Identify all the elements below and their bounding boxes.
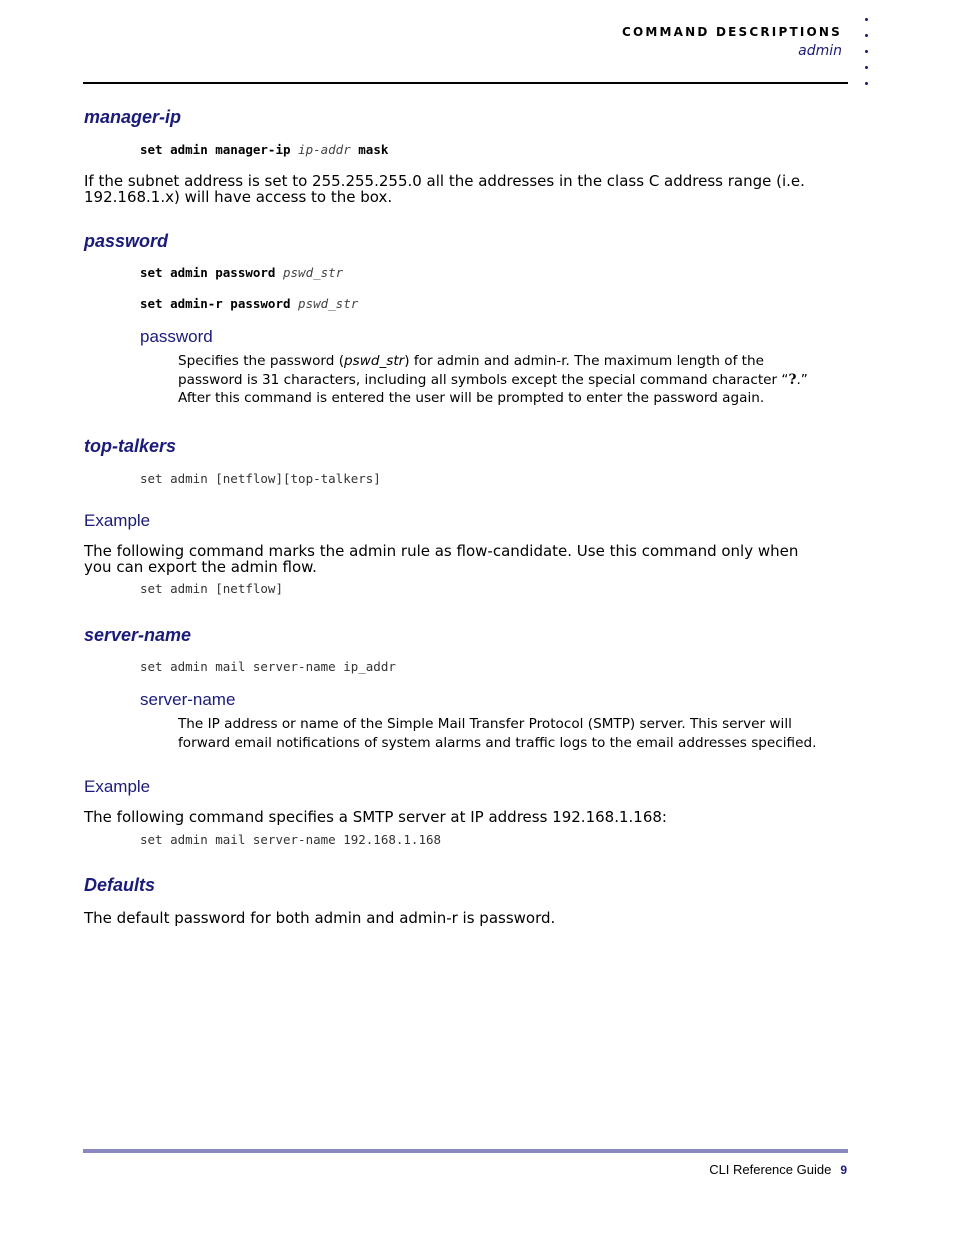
running-header-section: COMMAND DESCRIPTIONS bbox=[621, 25, 842, 39]
header-rule bbox=[83, 82, 848, 84]
command-arg: pswd_str bbox=[298, 296, 359, 311]
command-server-name: set admin mail server-name ip_addr bbox=[140, 659, 396, 674]
command-top-talkers: set admin [netflow][top-talkers] bbox=[140, 471, 381, 486]
heading-top-talkers: top-talkers bbox=[84, 436, 177, 456]
password-description bbox=[178, 352, 858, 408]
command-keyword: set admin password bbox=[140, 265, 276, 280]
desc-line: password is 31 characters, including all symbols except the special command character “?.” bbox=[178, 371, 808, 388]
server-name-description bbox=[178, 715, 858, 752]
dot bbox=[865, 18, 868, 21]
body-line: The following command marks the admin rule as flow-candidate. Use this command only when bbox=[84, 542, 799, 560]
command-keyword: set admin manager-ip bbox=[140, 142, 291, 157]
command-manager-ip bbox=[140, 142, 388, 157]
command-keyword: set admin-r password bbox=[140, 296, 291, 311]
example-heading: Example bbox=[84, 511, 151, 530]
heading-password: password bbox=[84, 231, 169, 251]
command-admin-password bbox=[140, 265, 343, 280]
dot bbox=[865, 66, 868, 69]
footer-guide-title: CLI Reference Guide bbox=[709, 1162, 832, 1177]
running-header-subsection: admin bbox=[798, 43, 842, 59]
manager-ip-body bbox=[84, 173, 854, 205]
desc-line: The IP address or name of the Simple Mail Transfer Protocol (SMTP) server. This server will bbox=[178, 716, 792, 732]
top-talkers-example-text bbox=[84, 543, 854, 575]
example-heading: Example bbox=[84, 777, 151, 796]
body-line: 192.168.1.x) will have access to the box. bbox=[84, 188, 393, 206]
param-heading-password: password bbox=[140, 327, 213, 346]
footer-rule bbox=[83, 1149, 848, 1153]
footer bbox=[709, 1162, 847, 1177]
desc-line: After this command is entered the user will be prompted to enter the password again. bbox=[178, 390, 765, 406]
dot bbox=[865, 82, 868, 85]
server-name-example-text: The following command specifies a SMTP server at IP address 192.168.1.168: bbox=[84, 808, 667, 826]
dot bbox=[865, 50, 868, 53]
page-number: 9 bbox=[840, 1163, 847, 1177]
body-line: you can export the admin flow. bbox=[84, 558, 317, 576]
command-keyword: mask bbox=[358, 142, 389, 157]
decorative-dots bbox=[865, 18, 871, 98]
param-heading-server-name: server-name bbox=[140, 690, 236, 709]
command-server-name-example: set admin mail server-name 192.168.1.168 bbox=[140, 832, 442, 847]
heading-defaults: Defaults bbox=[84, 875, 156, 895]
heading-server-name: server-name bbox=[84, 625, 192, 645]
dot bbox=[865, 34, 868, 37]
heading-manager-ip: manager-ip bbox=[84, 107, 182, 127]
command-netflow-example: set admin [netflow] bbox=[140, 581, 283, 596]
defaults-text: The default password for both admin and admin-r is password. bbox=[84, 909, 556, 927]
desc-line: forward email notifications of system alarms and traffic logs to the email addresses specified. bbox=[178, 734, 817, 751]
command-arg: pswd_str bbox=[283, 265, 344, 280]
body-line: If the subnet address is set to 255.255.255.0 all the addresses in the class C address range (i.e. bbox=[84, 172, 805, 190]
desc-line: Specifies the password (pswd_str) for admin and admin-r. The maximum length of the bbox=[178, 353, 764, 369]
command-admin-r-password bbox=[140, 296, 358, 311]
command-arg: ip-addr bbox=[298, 142, 351, 157]
